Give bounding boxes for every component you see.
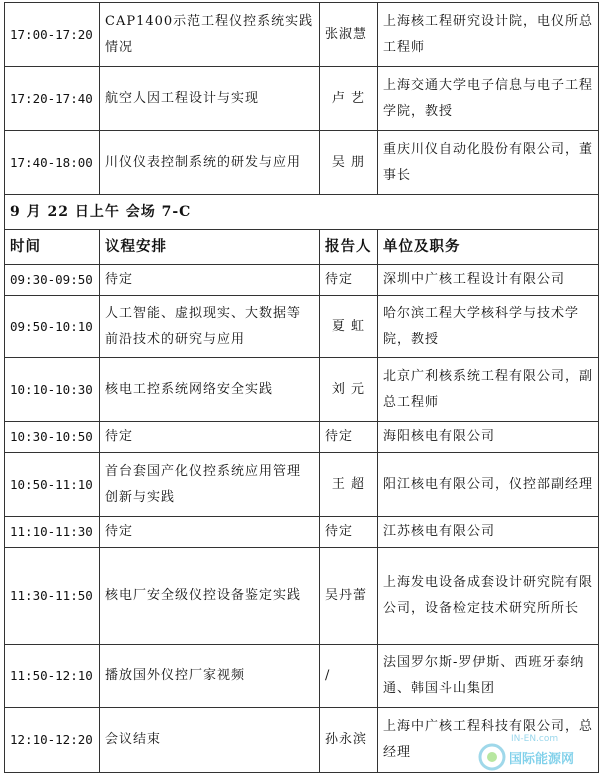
topic-cell: 待定 [100, 422, 320, 453]
topic-cell: 播放国外仪控厂家视频 [100, 645, 320, 708]
speaker-cell: 张淑慧 [320, 3, 378, 67]
topic-cell: 航空人因工程设计与实现 [100, 67, 320, 131]
topic-cell: 待定 [100, 265, 320, 296]
speaker-cell: 孙永滨 [320, 708, 378, 773]
org-cell: 重庆川仪自动化股份有限公司，董事长 [378, 131, 599, 195]
time-cell: 11:30-11:50 [5, 548, 100, 645]
speaker-cell: 吴丹蕾 [320, 548, 378, 645]
table-row [5, 296, 599, 358]
watermark-brand: 国际能源网 [509, 752, 575, 767]
table-row [5, 422, 599, 453]
time-cell: 17:40-18:00 [5, 131, 100, 195]
org-cell: 哈尔滨工程大学核科学与技术学院，教授 [378, 296, 599, 358]
time-cell: 09:50-10:10 [5, 296, 100, 358]
org-cell: 上海核工程研究设计院，电仪所总工程师 [378, 3, 599, 67]
org-cell: 上海发电设备成套设计研究院有限公司，设备检定技术研究所所长 [378, 548, 599, 645]
topic-cell: 人工智能、虚拟现实、大数据等前沿技术的研究与应用 [100, 296, 320, 358]
topic-cell: 核电工控系统网络安全实践 [100, 358, 320, 422]
table-row [5, 265, 599, 296]
topic-cell: CAP1400示范工程仪控系统实践情况 [100, 3, 320, 67]
topic-cell: 待定 [100, 517, 320, 548]
time-cell: 12:10-12:20 [5, 708, 100, 773]
time-cell: 10:10-10:30 [5, 358, 100, 422]
time-cell: 09:30-09:50 [5, 265, 100, 296]
topic-cell: 核电厂安全级仪控设备鉴定实践 [100, 548, 320, 645]
table-row [5, 517, 599, 548]
topic-cell: 首台套国产化仪控系统应用管理创新与实践 [100, 453, 320, 517]
table-row [5, 358, 599, 422]
watermark-logo-icon [477, 742, 507, 772]
table-row [5, 645, 599, 708]
agenda-table [4, 2, 599, 773]
speaker-cell: 吴 朋 [320, 131, 378, 195]
table-row [5, 453, 599, 517]
speaker-cell: 夏 虹 [320, 296, 378, 358]
time-cell: 10:50-11:10 [5, 453, 100, 517]
time-cell: 11:50-12:10 [5, 645, 100, 708]
org-cell: 上海中广核工程科技有限公司，总经理 [378, 708, 599, 773]
speaker-cell: 卢 艺 [320, 67, 378, 131]
org-cell: 江苏核电有限公司 [378, 517, 599, 548]
watermark-sub: IN-EN.com [511, 734, 559, 744]
time-cell: 10:30-10:50 [5, 422, 100, 453]
table-row [5, 3, 599, 67]
speaker-cell: 待定 [320, 517, 378, 548]
header-time: 时间 [5, 230, 100, 265]
session-row [5, 195, 599, 230]
time-cell: 17:20-17:40 [5, 67, 100, 131]
session-title: 9 月 22 日上午 会场 7-C [5, 195, 599, 230]
table-row [5, 67, 599, 131]
topic-cell: 川仪仪表控制系统的研发与应用 [100, 131, 320, 195]
topic-cell: 会议结束 [100, 708, 320, 773]
speaker-cell: 王 超 [320, 453, 378, 517]
speaker-cell: 待定 [320, 422, 378, 453]
header-topic: 议程安排 [100, 230, 320, 265]
table-row [5, 131, 599, 195]
speaker-cell: 刘 元 [320, 358, 378, 422]
org-cell: 上海交通大学电子信息与电子工程学院，教授 [378, 67, 599, 131]
org-cell: 法国罗尔斯-罗伊斯、西班牙泰纳通、韩国斗山集团 [378, 645, 599, 708]
watermark [475, 732, 595, 778]
table-row [5, 548, 599, 645]
time-cell: 11:10-11:30 [5, 517, 100, 548]
header-org: 单位及职务 [378, 230, 599, 265]
org-cell: 海阳核电有限公司 [378, 422, 599, 453]
org-cell: 深圳中广核工程设计有限公司 [378, 265, 599, 296]
header-speaker: 报告人 [320, 230, 378, 265]
org-cell: 北京广利核系统工程有限公司，副总工程师 [378, 358, 599, 422]
header-row [5, 230, 599, 265]
speaker-cell: 待定 [320, 265, 378, 296]
org-cell: 阳江核电有限公司，仪控部副经理 [378, 453, 599, 517]
time-cell: 17:00-17:20 [5, 3, 100, 67]
speaker-cell: / [320, 645, 378, 708]
